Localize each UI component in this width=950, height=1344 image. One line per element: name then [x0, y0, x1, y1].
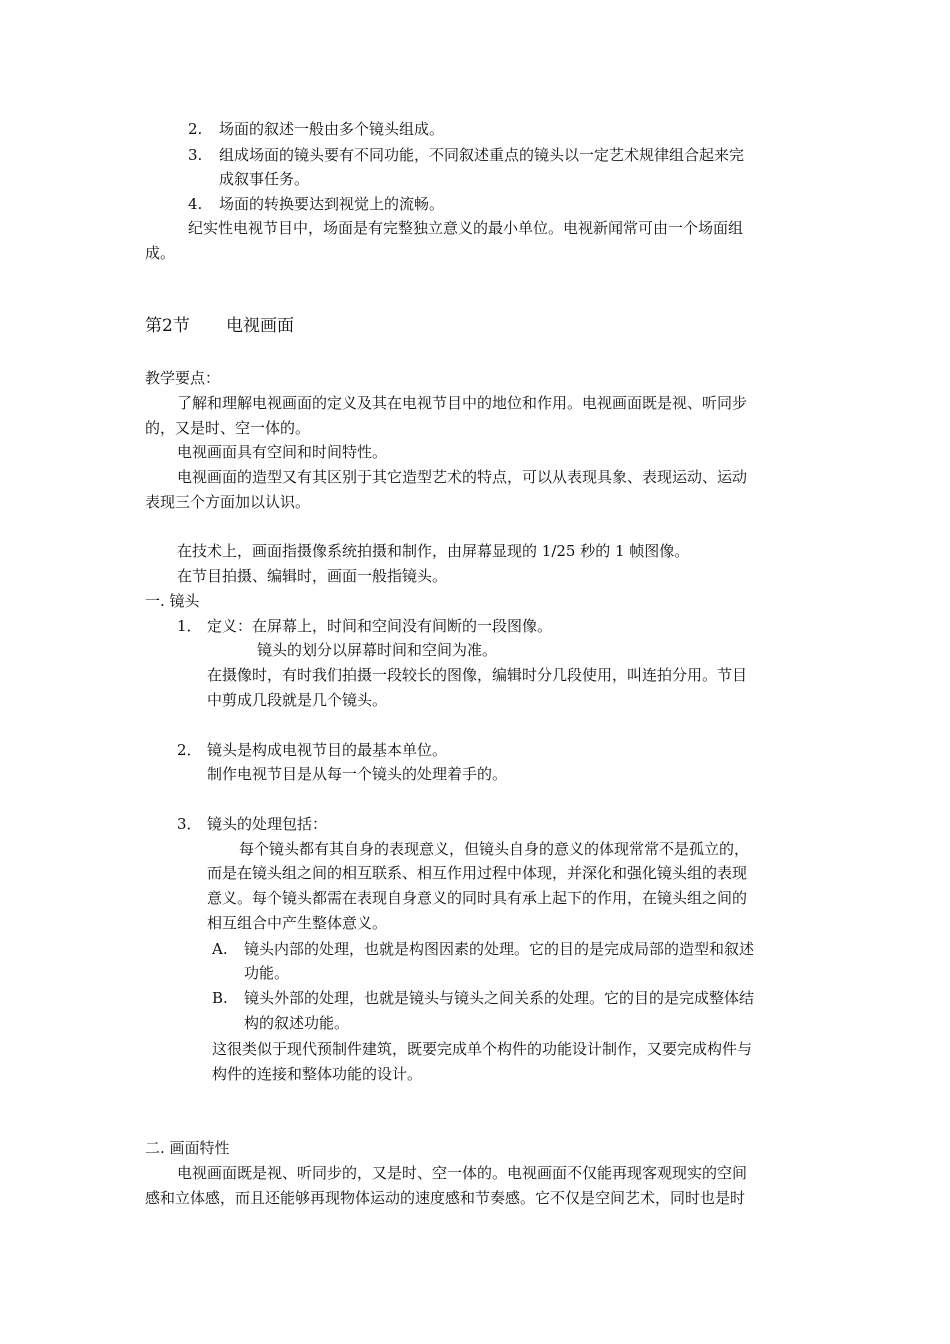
list-item-num: A. [212, 940, 228, 958]
paragraph-line: 构件的连接和整体功能的设计。 [212, 1065, 423, 1083]
list-item-text: 镜头外部的处理，也就是镜头与镜头之间关系的处理。它的目的是完成整体结 [244, 989, 755, 1007]
section-number: 第2节 [145, 316, 190, 336]
list-item-text: 镜头的处理包括： [207, 815, 328, 833]
paragraph-line: 这很类似于现代预制件建筑，既要完成单个构件的功能设计制作，又要完成构件与 [212, 1040, 753, 1058]
list-item-num: 3． [177, 815, 202, 833]
paragraph-line: 而是在镜头组之间的相互联系、相互作用过程中体现，并深化和强化镜头组的表现 [207, 864, 748, 882]
list-item-text: 场面的转换要达到视觉上的流畅。 [219, 195, 445, 213]
list-item-text: 镜头内部的处理，也就是构图因素的处理。它的目的是完成局部的造型和叙述 [244, 940, 755, 958]
part-heading: 一. 镜头 [145, 592, 200, 610]
list-item-text: 组成场面的镜头要有不同功能，不同叙述重点的镜头以一定艺术规律组合起来完 [219, 146, 745, 164]
list-item-text: 定义：在屏幕上，时间和空间没有间断的一段图像。 [207, 617, 553, 635]
paragraph-line: 意义。每个镜头都需在表现自身意义的同时具有承上起下的作用，在镜头组之间的 [207, 889, 748, 907]
part-heading: 二. 画面特性 [145, 1139, 230, 1157]
list-item-sub: 镜头的划分以屏幕时间和空间为准。 [257, 641, 498, 659]
list-item-cont: 成叙事任务。 [219, 170, 310, 188]
list-item-cont: 构的叙述功能。 [244, 1014, 350, 1032]
paragraph-line: 感和立体感，而且还能够再现物体运动的速度感和节奏感。它不仅是空间艺术，同时也是时 [145, 1189, 746, 1207]
paragraph-line: 在摄像时，有时我们拍摄一段较长的图像，编辑时分几段使用，叫连拍分用。节目 [207, 666, 748, 684]
paragraph-line: 了解和理解电视画面的定义及其在电视节目中的地位和作用。电视画面既是视、听同步 [177, 394, 748, 412]
list-item-num: 4. [188, 195, 203, 213]
list-item-text: 场面的叙述一般由多个镜头组成。 [219, 120, 445, 138]
paragraph-line: 中剪成几段就是几个镜头。 [207, 691, 388, 709]
paragraph-line: 成。 [145, 244, 176, 262]
paragraph-line: 纪实性电视节目中，场面是有完整独立意义的最小单位。电视新闻常可由一个场面组 [188, 219, 744, 237]
list-item-num: 2． [177, 741, 202, 759]
paragraph-line: 电视画面的造型又有其区别于其它造型艺术的特点，可以从表现具象、表现运动、运动 [177, 468, 748, 486]
teaching-label: 教学要点： [145, 369, 221, 387]
list-item-num: 1． [177, 617, 202, 635]
paragraph-line: 在节目拍摄、编辑时，画面一般指镜头。 [177, 567, 448, 585]
paragraph-line: 相互组合中产生整体意义。 [207, 914, 388, 932]
paragraph-line: 表现三个方面加以认识。 [145, 493, 311, 511]
list-item-num: 2. [188, 120, 203, 138]
paragraph-line: 的，又是时、空一体的。 [145, 419, 311, 437]
list-item-num: 3. [188, 146, 203, 164]
paragraph-line: 制作电视节目是从每一个镜头的处理着手的。 [207, 765, 508, 783]
paragraph-line: 每个镜头都有其自身的表现意义，但镜头自身的意义的体现常常不是孤立的， [239, 840, 750, 858]
paragraph-line: 电视画面具有空间和时间特性。 [177, 443, 388, 461]
paragraph-line: 电视画面既是视、听同步的，又是时、空一体的。电视画面不仅能再现客观现实的空间 [177, 1164, 748, 1182]
paragraph-line: 在技术上，画面指摄像系统拍摄和制作，由屏幕显现的 1/25 秒的 1 帧图像。 [177, 542, 690, 560]
list-item-cont: 功能。 [244, 964, 290, 982]
list-item-text: 镜头是构成电视节目的最基本单位。 [207, 741, 448, 759]
section-title: 电视画面 [226, 316, 294, 336]
list-item-num: B. [212, 989, 228, 1007]
